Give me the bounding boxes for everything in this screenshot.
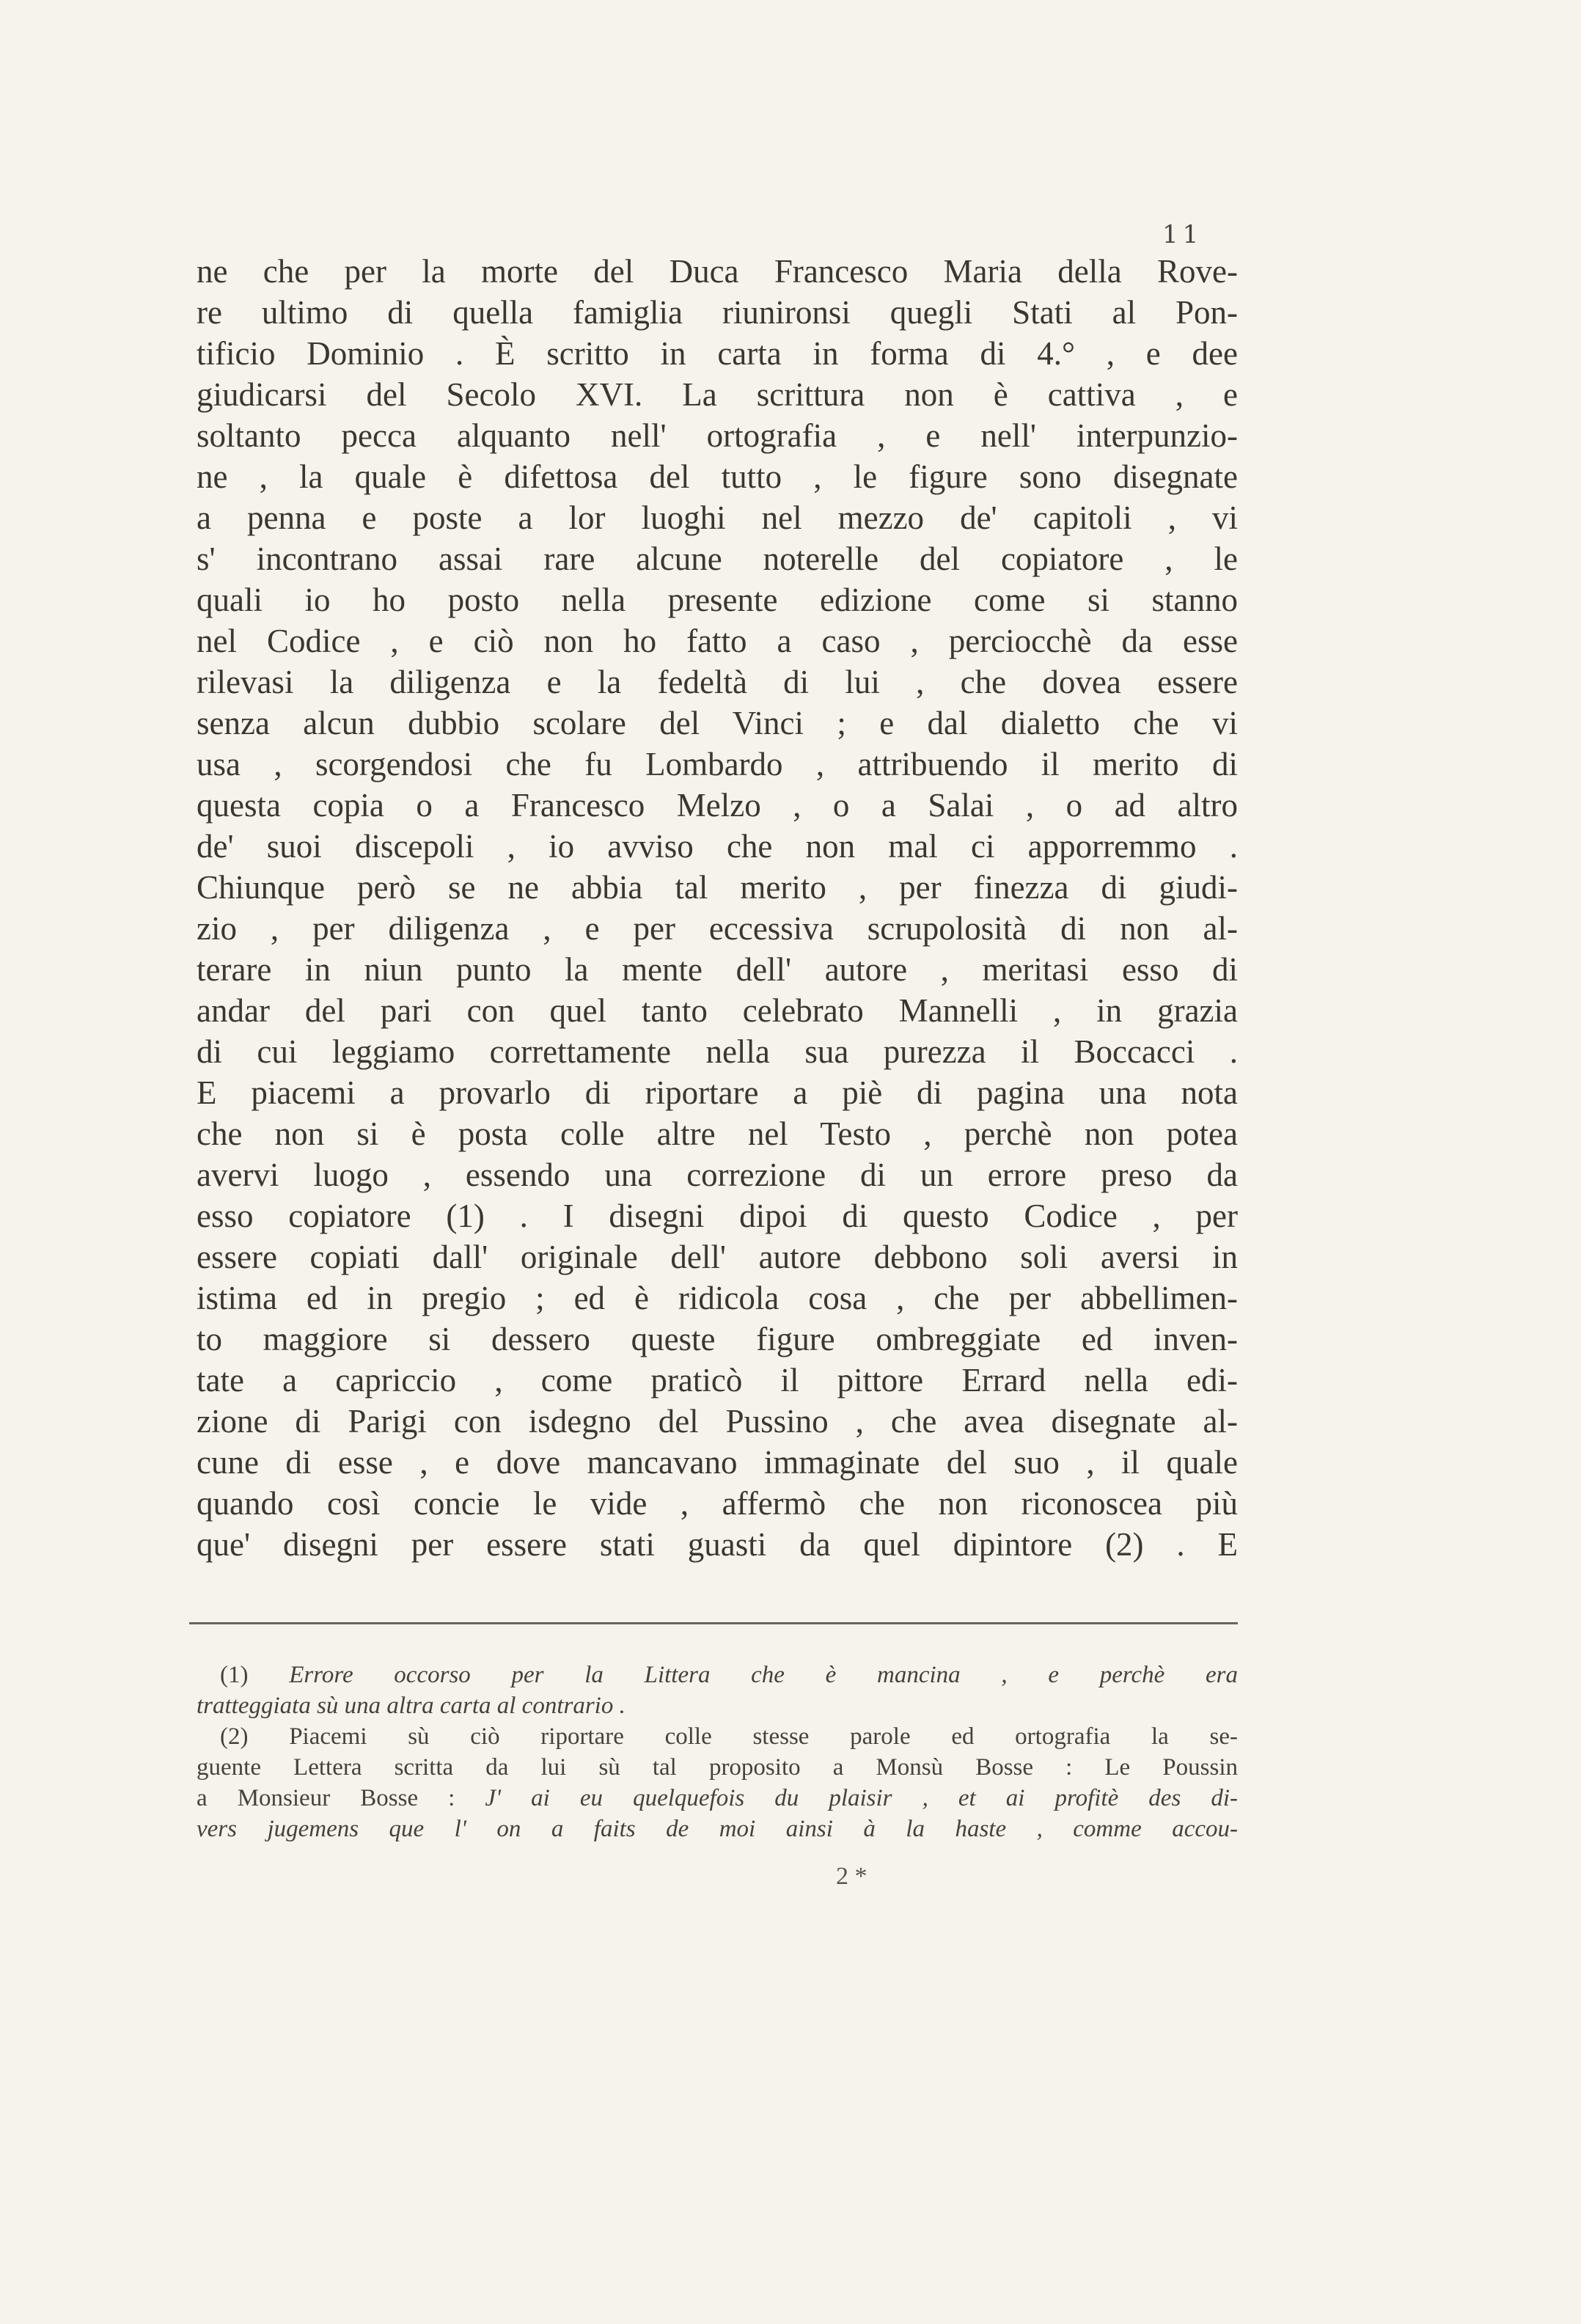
footnote-2-text: Piacemi sù ciò riportare colle stesse parole ed ortografia la se-: [289, 1723, 1239, 1750]
body-line: ne che per la morte del Duca Francesco Maria della Rove-: [197, 253, 1238, 290]
footnote-divider: [189, 1622, 1238, 1624]
body-line: zio , per diligenza , e per eccessiva scrupolosità di non al-: [197, 910, 1238, 947]
body-line: tificio Dominio . È scritto in carta in forma di 4.° , e dee: [197, 335, 1238, 372]
body-line: E piacemi a provarlo di riportare a piè di pagina una nota: [197, 1074, 1238, 1111]
body-text: [197, 251, 1238, 1565]
body-line: s' incontrano assai rare alcune noterelle del copiatore , le: [197, 540, 1238, 577]
body-line: istima ed in pregio ; ed è ridicola cosa , che per abbellimen-: [197, 1280, 1238, 1316]
footnote-1-marker: (1): [220, 1662, 249, 1688]
body-line: nel Codice , e ciò non ho fatto a caso , perciocchè da esse: [197, 623, 1238, 659]
signature-mark: 2 *: [836, 1863, 867, 1890]
body-line: che non si è posta colle altre nel Testo , perchè non potea: [197, 1115, 1238, 1152]
body-line: Chiunque però se ne abbia tal merito , per finezza di giudi-: [197, 869, 1238, 906]
footnote-1-text: Errore occorso per la Littera che è mancina , e perchè era: [289, 1662, 1238, 1688]
body-line: to maggiore si dessero queste figure ombreggiate ed inven-: [197, 1321, 1238, 1357]
body-line: giudicarsi del Secolo XVI. La scrittura non è cattiva , e: [197, 376, 1238, 413]
footnote-2-line: vers jugemens que l' on a faits de moi ainsi à la haste , comme accou-: [197, 1816, 1238, 1842]
body-line: terare in niun punto la mente dell' autore , meritasi esso di: [197, 951, 1238, 988]
body-line: quali io ho posto nella presente edizione come si stanno: [197, 582, 1238, 618]
body-line: re ultimo di quella famiglia riunironsi quegli Stati al Pon-: [197, 294, 1238, 331]
footnote-2-marker: (2): [220, 1723, 249, 1750]
body-line: usa , scorgendosi che fu Lombardo , attribuendo il merito di: [197, 746, 1238, 782]
footnote-2-quote: J' ai eu quelquefois du plaisir , et ai profitè des di-: [485, 1785, 1239, 1811]
body-line: rilevasi la diligenza e la fedeltà di lui , che dovea essere: [197, 664, 1238, 700]
footnote-1-text: tratteggiata sù una altra carta al contrario .: [197, 1693, 626, 1719]
footnote-1-line: [220, 1660, 1238, 1690]
body-line: zione di Parigi con isdegno del Pussino , che avea disegnate al-: [197, 1403, 1238, 1440]
body-line: senza alcun dubbio scolare del Vinci ; e dal dialetto che vi: [197, 705, 1238, 741]
body-line: a penna e poste a lor luoghi nel mezzo de' capitoli , vi: [197, 499, 1238, 536]
body-line: cune di esse , e dove mancavano immaginate del suo , il quale: [197, 1444, 1238, 1481]
body-line: essere copiati dall' originale dell' autore debbono soli aversi in: [197, 1239, 1238, 1275]
footnote-2-line: [220, 1721, 1238, 1752]
footnotes: [197, 1660, 1239, 1844]
body-line: quando così concie le vide , affermò che non riconoscea più: [197, 1485, 1238, 1522]
body-line: tate a capriccio , come praticò il pittore Errard nella edi-: [197, 1362, 1238, 1399]
body-line: esso copiatore (1) . I disegni dipoi di questo Codice , per: [197, 1198, 1238, 1234]
body-line: di cui leggiamo correttamente nella sua purezza il Boccacci .: [197, 1033, 1238, 1070]
body-line: que' disegni per essere stati guasti da quel dipintore (2) . E: [197, 1526, 1238, 1563]
footnote-2-line: [197, 1783, 1238, 1814]
footnote-2-text: a Monsieur Bosse :: [197, 1785, 455, 1811]
page-number: 11: [1162, 220, 1203, 249]
footnote-1-line: [197, 1690, 1238, 1721]
footnote-2-line: guente Lettera scritta da lui sù tal proposito a Monsù Bosse : Le Poussin: [197, 1754, 1238, 1781]
body-line: soltanto pecca alquanto nell' ortografia , e nell' interpunzio-: [197, 417, 1238, 454]
body-line: questa copia o a Francesco Melzo , o a Salai , o ad altro: [197, 787, 1238, 824]
body-line: de' suoi discepoli , io avviso che non mal ci apporremmo .: [197, 828, 1238, 865]
body-line: ne , la quale è difettosa del tutto , le figure sono disegnate: [197, 458, 1238, 495]
body-line: andar del pari con quel tanto celebrato Mannelli , in grazia: [197, 992, 1238, 1029]
body-line: avervi luogo , essendo una correzione di un errore preso da: [197, 1156, 1238, 1193]
